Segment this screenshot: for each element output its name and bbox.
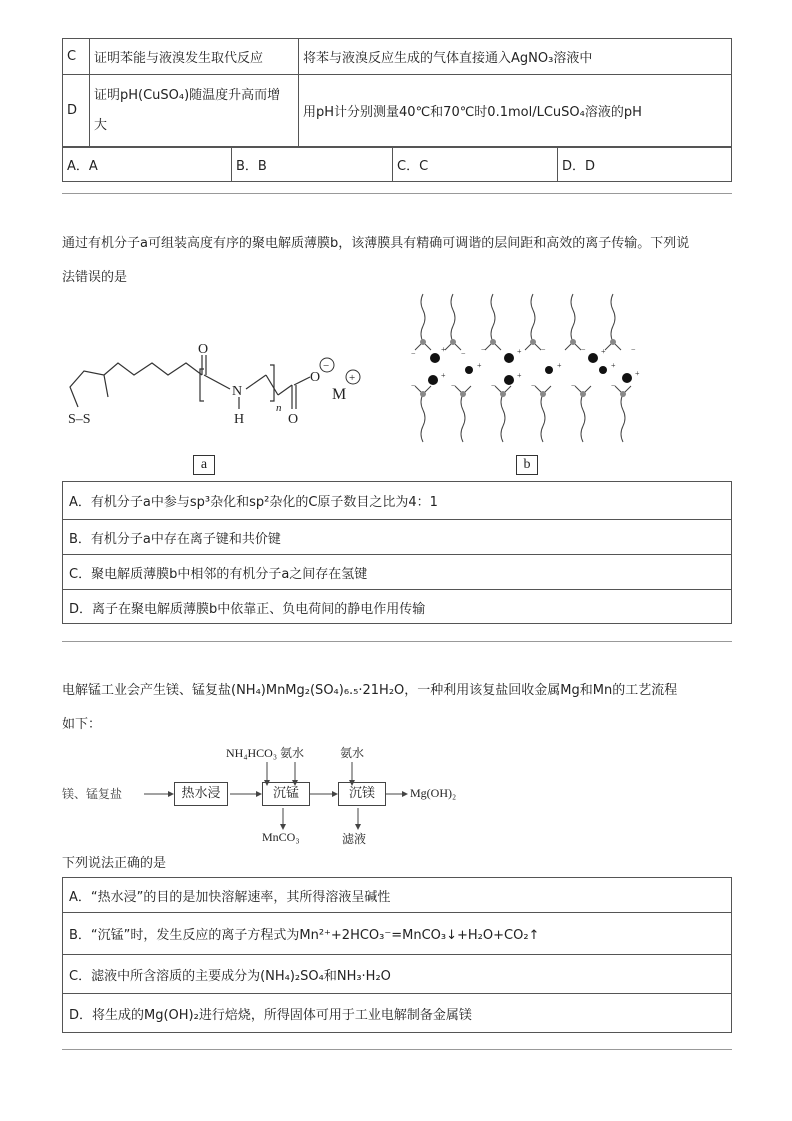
figure-a-molecule (60, 335, 380, 475)
q2-options (62, 481, 732, 624)
fig-a-anion-o: O (310, 370, 321, 385)
answer-c[interactable]: C．C (393, 148, 558, 182)
flow-step-hot-water: 热水浸 (174, 782, 228, 806)
svg-text:−: − (411, 349, 416, 358)
answer-table (62, 147, 732, 182)
row-d-purpose-line1: 证明pH(CuSO₄)随温度升高而增 (94, 87, 281, 103)
q2-option-c[interactable]: C．聚电解质薄膜b中相邻的有机分子a之间存在氢键 (63, 555, 731, 590)
svg-text:+: + (517, 347, 522, 356)
svg-text:−: − (571, 381, 576, 390)
divider (62, 1049, 732, 1050)
svg-text:+: + (441, 371, 446, 380)
q3-option-d[interactable]: D．将生成的Mg(OH)₂进行焙烧，所得固体可用于工业电解制备金属镁 (69, 1007, 472, 1023)
answer-d[interactable]: D．D (558, 148, 732, 182)
flow-product-mnco3: MnCO₃ (262, 830, 300, 844)
fig-a-n-subscript: n (276, 402, 282, 414)
row-d-purpose-line2: 大 (94, 117, 108, 133)
q2-option-a[interactable]: A．有机分子a中参与sp³杂化和sp²杂化的C原子数目之比为4：1 (63, 482, 731, 520)
figure-b-membrane (405, 290, 645, 445)
q3-prompt: 下列说法正确的是 (62, 856, 167, 871)
flow-step-mg-precip: 沉镁 (338, 782, 386, 806)
q3-stem-line1: 电解锰工业会产生镁、锰复盐(NH₄)MnMg₂(SO₄)₆.₅·21H₂O，一种利用该复盐回收金属Mg和Mn的工艺流程 (62, 683, 678, 698)
svg-text:−: − (611, 381, 616, 390)
q3-stem (62, 674, 752, 742)
q2-stem-line2: 法错误的是 (62, 270, 128, 285)
svg-text:−: − (451, 381, 456, 390)
divider (62, 193, 732, 194)
q3-option-b[interactable]: B．“沉锰”时，发生反应的离子方程式为Mn²⁺+2HCO₃⁻=MnCO₃↓+H₂O+CO₂↑ (63, 913, 731, 955)
fig-a-carbonyl-o: O (198, 342, 209, 357)
fig-a-sulfur: S–S (68, 412, 91, 427)
flow-input: 镁、锰复盐 (62, 787, 123, 801)
flow-output: Mg(OH)₂ (410, 786, 457, 800)
flow-reagent-mg: 氨水 (340, 746, 365, 760)
q2-option-b[interactable]: B．有机分子a中存在离子键和共价键 (63, 520, 731, 555)
fig-a-carbonyl-o2: O (288, 412, 299, 427)
figure-b-label: b (516, 455, 538, 475)
process-flowchart (62, 740, 482, 848)
answer-a[interactable]: A．A (63, 148, 232, 182)
svg-text:+: + (601, 347, 606, 356)
svg-text:+: + (477, 361, 482, 370)
svg-text:−: − (461, 349, 466, 358)
row-letter-c: C (63, 39, 90, 75)
figure-a-label: a (193, 455, 215, 475)
svg-text:−: − (411, 381, 416, 390)
fig-a-plus: + (349, 372, 356, 384)
q2-stem-line1: 通过有机分子a可组装高度有序的聚电解质薄膜b，该薄膜具有精确可调谐的层间距和高效的离子传输。下列说 (62, 236, 690, 251)
svg-text:+: + (635, 369, 640, 378)
flow-reagent-mn: NH₄HCO₃ 氨水 (226, 746, 305, 760)
row-d-method: 用pH计分别测量40℃和70℃时0.1mol/LCuSO₄溶液的pH (299, 75, 732, 147)
q2-stem (62, 227, 742, 295)
fig-a-n: N (232, 384, 243, 399)
q3-stem-line2: 如下： (62, 717, 102, 732)
answer-b[interactable]: B．B (232, 148, 393, 182)
q3-option-a[interactable]: A．“热水浸”的目的是加快溶解速率，其所得溶液呈碱性 (63, 878, 731, 913)
fig-a-minus: − (323, 360, 330, 372)
svg-text:+: + (611, 361, 616, 370)
q3-option-c[interactable]: C．滤液中所含溶质的主要成分为(NH₄)₂SO₄和NH₃·H₂O (63, 955, 731, 994)
svg-text:+: + (557, 361, 562, 370)
fig-a-h: H (234, 412, 245, 427)
svg-text:−: − (581, 345, 586, 354)
row-c-method: 将苯与液溴反应生成的气体直接通入AgNO₃溶液中 (299, 39, 732, 75)
flow-step-mn-precip: 沉锰 (262, 782, 310, 806)
fig-a-cation-m: M (332, 386, 347, 403)
flow-product-filtrate: 滤液 (342, 832, 367, 846)
svg-text:−: − (631, 345, 636, 354)
row-d-purpose (90, 75, 299, 147)
svg-text:−: − (531, 381, 536, 390)
svg-text:−: − (541, 345, 546, 354)
svg-text:−: − (481, 345, 486, 354)
row-c-purpose: 证明苯能与液溴发生取代反应 (90, 39, 299, 75)
svg-text:+: + (441, 345, 446, 354)
divider (62, 641, 732, 642)
q3-options (62, 877, 732, 1033)
experiment-table (62, 38, 732, 147)
svg-text:−: − (491, 381, 496, 390)
svg-text:+: + (517, 371, 522, 380)
q2-option-d[interactable]: D．离子在聚电解质薄膜b中依靠正、负电荷间的静电作用传输 (69, 602, 426, 617)
row-letter-d: D (63, 75, 90, 147)
